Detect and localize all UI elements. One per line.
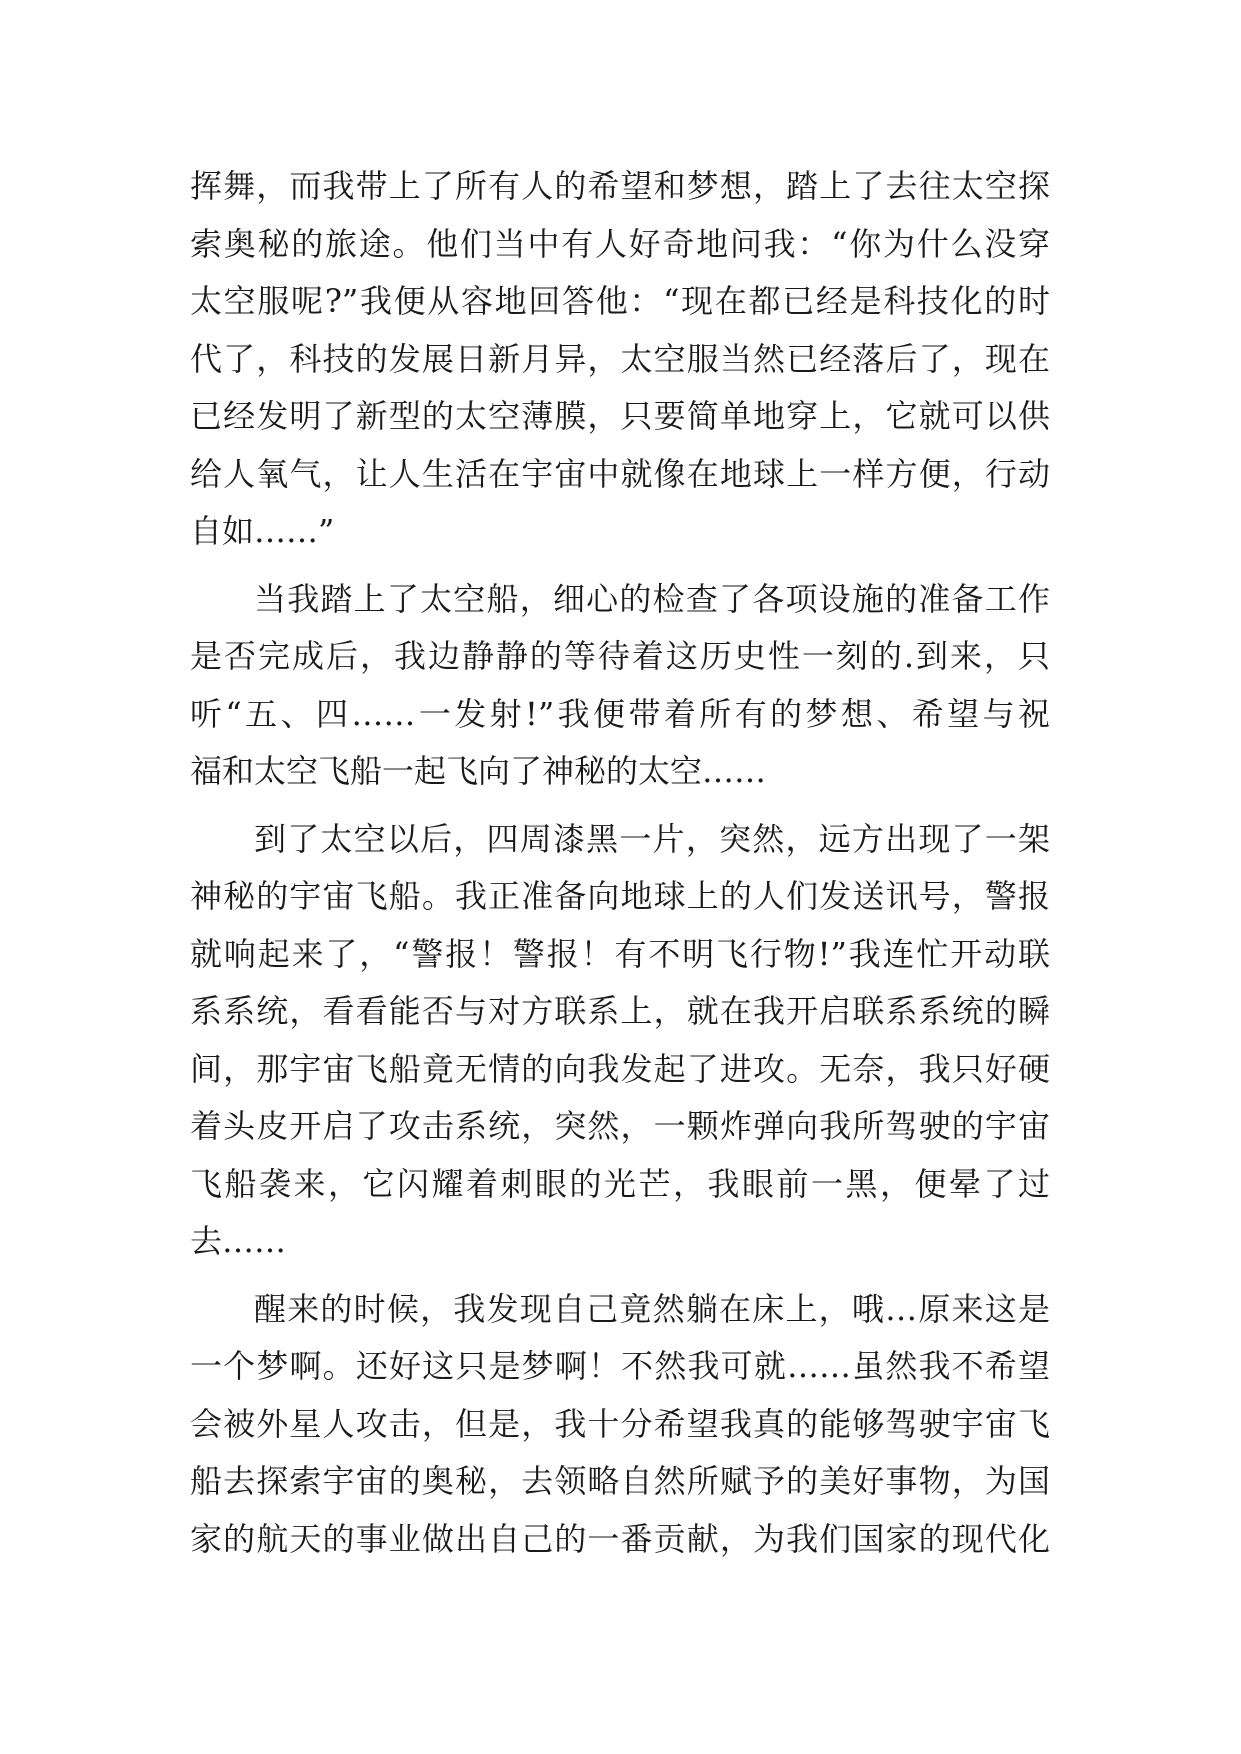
text-line: 已经发明了新型的太空薄膜，只要简单地穿上，它就可以供 [190, 397, 1050, 435]
text-line: 船去探索宇宙的奥秘，去领略自然所赋予的美好事物，为国 [190, 1462, 1050, 1500]
paragraph [190, 1281, 1050, 1569]
text-line: 一个梦啊。还好这只是梦啊！不然我可就……虽然我不希望 [190, 1347, 1050, 1385]
text-line: 系系统，看看能否与对方联系上，就在我开启联系系统的瞬 [190, 992, 1050, 1030]
text-line: 索奥秘的旅途。他们当中有人好奇地问我：“你为什么没穿 [190, 224, 1050, 263]
text-line: 是否完成后，我边静静的等待着这历史性一刻的.到来，只 [190, 637, 1050, 675]
text-line: 就响起来了，“警报！警报！有不明飞行物!”我连忙开动联 [190, 934, 1050, 973]
text-line: 醒来的时候，我发现自己竟然躺在床上，哦…原来这是 [254, 1289, 1050, 1328]
paragraph [190, 811, 1050, 1271]
paragraph [190, 158, 1050, 561]
text-line: 飞船袭来，它闪耀着刺眼的光芒，我眼前一黑，便晕了过 [190, 1164, 1050, 1203]
text-line: 听“五、四……一发射!”我便带着所有的梦想、希望与祝 [190, 694, 1050, 733]
text-line: 神秘的宇宙飞船。我正准备向地球上的人们发送讯号，警报 [190, 877, 1050, 915]
text-line: 去…… [190, 1222, 287, 1260]
text-line: 福和太空飞船一起飞向了神秘的太空…… [190, 752, 767, 790]
text-line: 着头皮开启了攻击系统，突然，一颗炸弹向我所驾驶的宇宙 [190, 1107, 1050, 1145]
text-line: 代了，科技的发展日新月异，太空服当然已经落后了，现在 [190, 339, 1050, 378]
document-body [190, 158, 1050, 1568]
text-line: 给人氧气，让人生活在宇宙中就像在地球上一样方便，行动 [190, 454, 1050, 493]
text-line: 间，那宇宙飞船竟无情的向我发起了进攻。无奈，我只好硬 [190, 1049, 1050, 1088]
text-line: 到了太空以后，四周漆黑一片，突然，远方出现了一架 [254, 819, 1050, 858]
text-line: 会被外星人攻击，但是，我十分希望我真的能够驾驶宇宙飞 [190, 1404, 1050, 1443]
text-line: 自如……” [190, 512, 335, 550]
text-line: 家的航天的事业做出自己的一番贡献，为我们国家的现代化 [190, 1519, 1050, 1558]
text-line: 当我踏上了太空船，细心的检查了各项设施的准备工作 [254, 579, 1050, 618]
text-line: 太空服呢?”我便从容地回答他：“现在都已经是科技化的时 [190, 282, 1050, 320]
text-line: 挥舞，而我带上了所有人的希望和梦想，踏上了去往太空探 [190, 167, 1050, 205]
paragraph [190, 571, 1050, 801]
